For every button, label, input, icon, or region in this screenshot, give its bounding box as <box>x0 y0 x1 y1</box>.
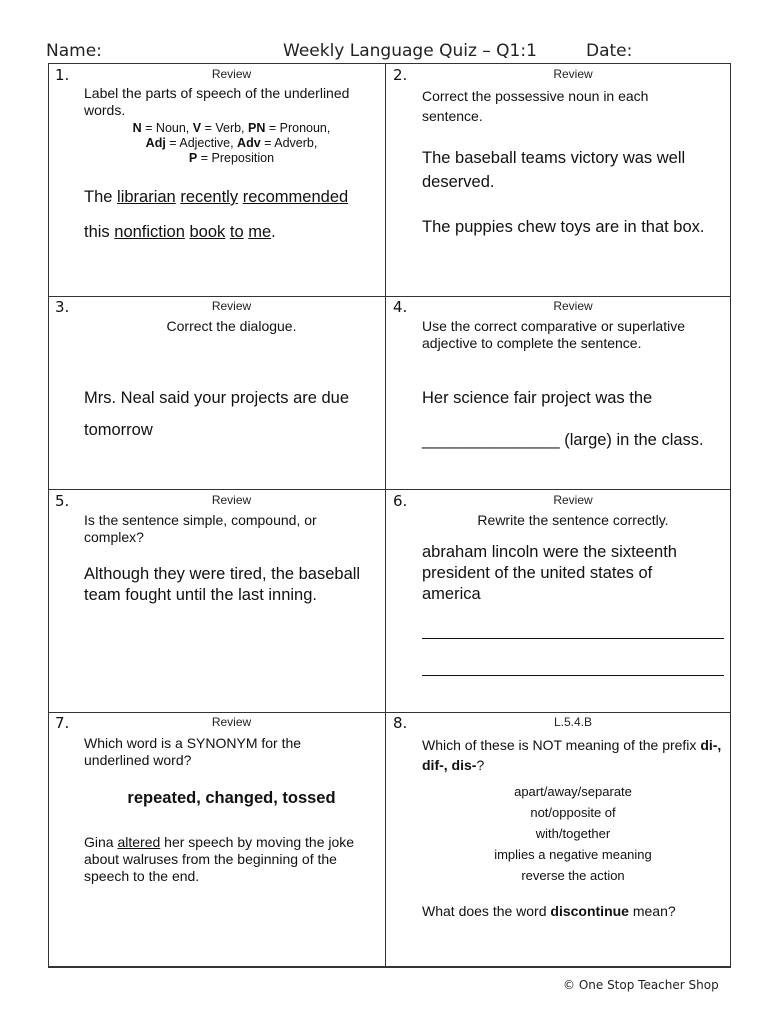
question-instruction: Rewrite the sentence correctly. <box>477 512 669 528</box>
question-number: 3. <box>55 298 70 316</box>
sentence: Although they were tired, the baseball team fought until the last inning. <box>84 565 361 604</box>
question-instruction: Correct the possessive noun in each sentence. <box>422 88 649 124</box>
question-number: 6. <box>393 492 408 510</box>
question-tag: Review <box>211 67 252 81</box>
answer-line-1[interactable] <box>422 638 724 639</box>
target-word: discontinue <box>550 903 629 919</box>
page-header <box>0 41 768 63</box>
question-instruction: Is the sentence simple, compound, or complex? <box>84 512 317 545</box>
grid-bottom-rule <box>48 966 731 968</box>
option-item: reverse the action <box>521 868 625 883</box>
sentence-line-2: _______________ (large) in the class. <box>422 431 704 449</box>
question-instruction: Use the correct comparative or superlative adjective to complete the sentence. <box>422 318 685 351</box>
question-tag: Review <box>553 299 593 313</box>
sentence-2: The puppies chew toys are in that box. <box>422 218 705 236</box>
prefixes: di-, dif-, dis- <box>422 737 722 773</box>
question-tag: Review <box>211 299 252 313</box>
question-instruction: Which of these is NOT meaning of the prefix di-, dif-, dis-? <box>422 737 722 773</box>
sentence-line-1: Her science fair project was the <box>422 389 653 407</box>
parts-of-speech-key <box>84 121 379 166</box>
question-standard-tag: L.5.4.B <box>553 715 593 729</box>
question-tag: Review <box>553 67 593 81</box>
sentence-line-2: this nonfiction book to me. <box>84 223 276 241</box>
dialogue-line-1: Mrs. Neal said your projects are due <box>84 389 350 407</box>
sentence: abraham lincoln were the sixteenth president of the united states of america <box>422 543 677 603</box>
sentence-line-1: The librarian recently recommended <box>84 188 349 206</box>
question-number: 2. <box>393 66 408 84</box>
sentence-1: The baseball teams victory was well deserved. <box>422 149 686 191</box>
question-number: 7. <box>55 714 70 732</box>
question-tag: Review <box>553 493 593 507</box>
option-item: with/together <box>535 826 611 841</box>
question-number: 5. <box>55 492 70 510</box>
grid-divider-row-2 <box>48 489 731 490</box>
key-line-3: P = Preposition <box>188 151 275 165</box>
follow-up-question: What does the word discontinue mean? <box>422 903 676 919</box>
question-number: 1. <box>55 66 70 84</box>
question-instruction: Label the parts of speech of the underlined words. <box>84 85 350 118</box>
question-number: 4. <box>393 298 408 316</box>
grid-divider-vertical <box>385 64 386 968</box>
key-line-1: N = Noun, V = Verb, PN = Pronoun, <box>132 121 331 135</box>
dialogue-line-2: tomorrow <box>84 421 153 439</box>
question-number: 8. <box>393 714 408 732</box>
option-item: not/opposite of <box>530 805 616 820</box>
copyright-footer: © One Stop Teacher Shop <box>563 978 719 992</box>
prefix-options <box>422 781 724 886</box>
key-line-2: Adj = Adjective, Adv = Adverb, <box>145 136 318 150</box>
option-item: apart/away/separate <box>514 784 632 799</box>
sentence: Gina altered her speech by moving the joke about walruses from the beginning of the speech to the end. <box>84 834 355 884</box>
underlined-word: altered <box>117 834 161 850</box>
question-tag: Review <box>211 493 252 507</box>
grid-divider-row-3 <box>48 712 731 713</box>
question-instruction: Which word is a SYNONYM for the underlined word? <box>84 735 302 768</box>
question-instruction: Correct the dialogue. <box>166 318 297 334</box>
grid-divider-row-1 <box>48 296 731 297</box>
name-label: Name: <box>46 41 102 61</box>
question-tag: Review <box>211 715 252 729</box>
date-label: Date: <box>586 41 633 61</box>
quiz-title: Weekly Language Quiz – Q1:1 <box>283 41 537 61</box>
answer-choices: repeated, changed, tossed <box>127 789 336 807</box>
option-item: implies a negative meaning <box>494 847 652 862</box>
answer-line-2[interactable] <box>422 675 724 676</box>
